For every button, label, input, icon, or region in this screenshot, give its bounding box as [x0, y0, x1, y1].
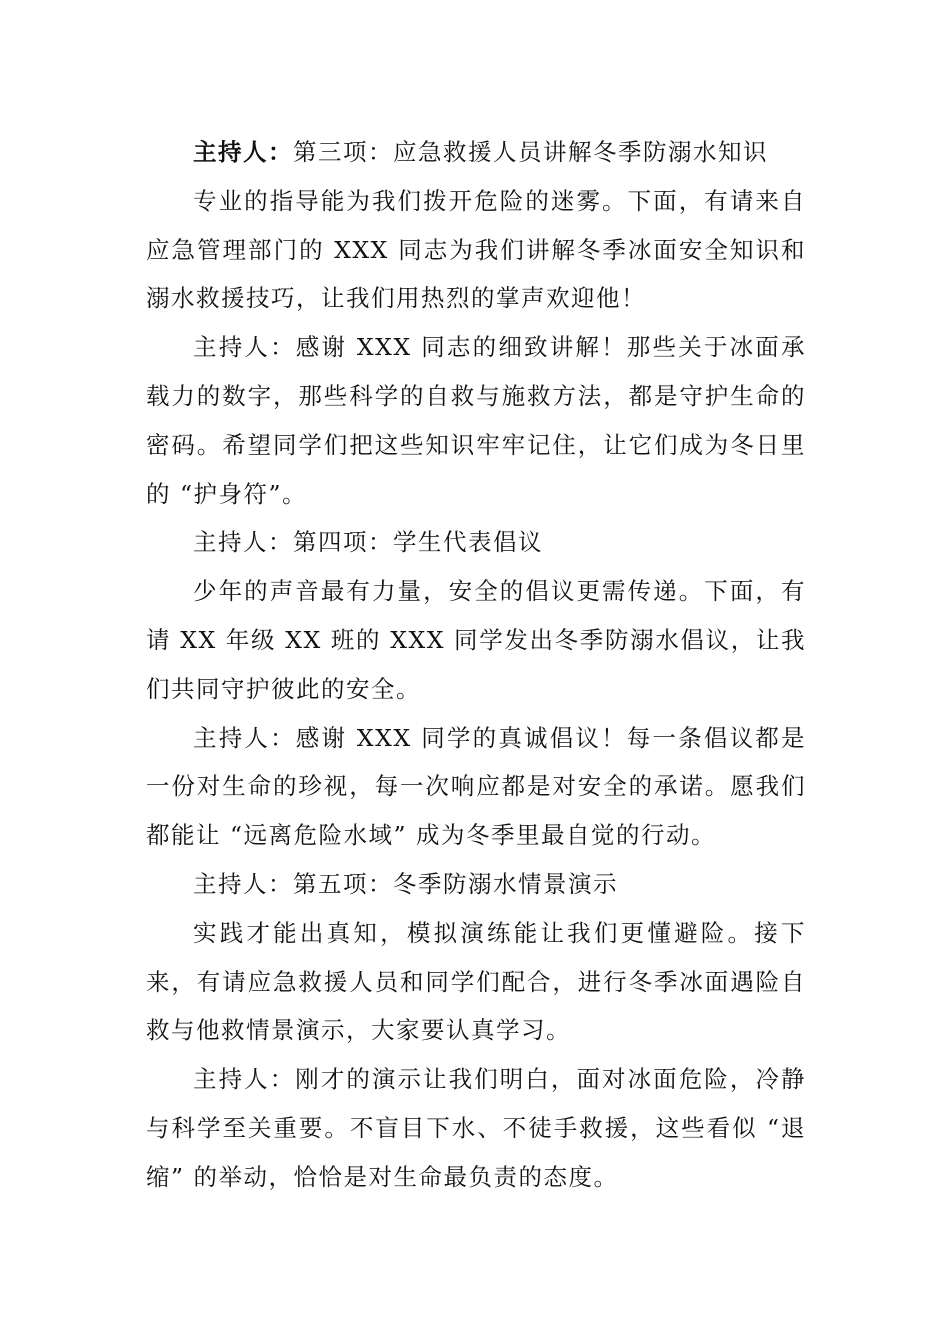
paragraph-text: 刚才的演示让我们明白，面对冰面危险，冷静与科学至关重要。不盲目下水、不徒手救援，这些看似 “退缩” 的举动，恰恰是对生命最负责的态度。 [146, 1065, 807, 1191]
host-label: 主持人： [193, 528, 293, 557]
paragraph-text: 感谢 XXX 同志的细致讲解！那些关于冰面承载力的数字，那些科学的自救与施救方法，都是守护生命的密码。希望同学们把这些知识牢牢记住，让它们成为冬日里的 “护身符”。 [146, 333, 806, 508]
host-label: 主持人： [193, 869, 293, 898]
paragraph-thanks-speaker [146, 323, 806, 518]
paragraph-text: 感谢 XXX 同学的真诚倡议！每一条倡议都是一份对生命的珍视，每一次响应都是对安全的承诺。愿我们都能让 “远离危险水域” 成为冬季里最自觉的行动。 [146, 723, 806, 850]
paragraph-text: 第五项：冬季防溺水情景演示 [293, 869, 618, 898]
paragraph-text: 少年的声音最有力量，安全的倡议更需传递。下面，有请 XX 年级 XX 班的 XXX 同学发出冬季防溺水倡议，让我们共同守护彼此的安全。 [146, 577, 806, 703]
paragraph-intro-student [146, 567, 806, 713]
paragraph-after-demo [146, 1055, 806, 1201]
host-label: 主持人： [193, 723, 296, 752]
host-label: 主持人： [193, 333, 296, 362]
paragraph-text: 第三项：应急救援人员讲解冬季防溺水知识 [293, 138, 768, 166]
document-body [146, 128, 806, 1202]
paragraph-item-4-heading [146, 518, 806, 567]
paragraph-text: 第四项：学生代表倡议 [293, 528, 543, 557]
host-label: 主持人： [193, 138, 293, 166]
host-label: 主持人： [193, 1065, 296, 1094]
paragraph-intro-speaker [146, 177, 806, 323]
paragraph-intro-demo [146, 909, 806, 1055]
paragraph-item-5-heading [146, 860, 806, 909]
paragraph-text: 实践才能出真知，模拟演练能让我们更懂避险。接下来，有请应急救援人员和同学们配合，进行冬季冰面遇险自救与他救情景演示，大家要认真学习。 [146, 918, 806, 1045]
paragraph-thanks-student [146, 714, 806, 860]
paragraph-item-3-heading [146, 128, 806, 177]
paragraph-text: 专业的指导能为我们拨开危险的迷雾。下面，有请来自应急管理部门的 XXX 同志为我们讲解冬季冰面安全知识和溺水救援技巧，让我们用热烈的掌声欢迎他！ [146, 186, 806, 313]
